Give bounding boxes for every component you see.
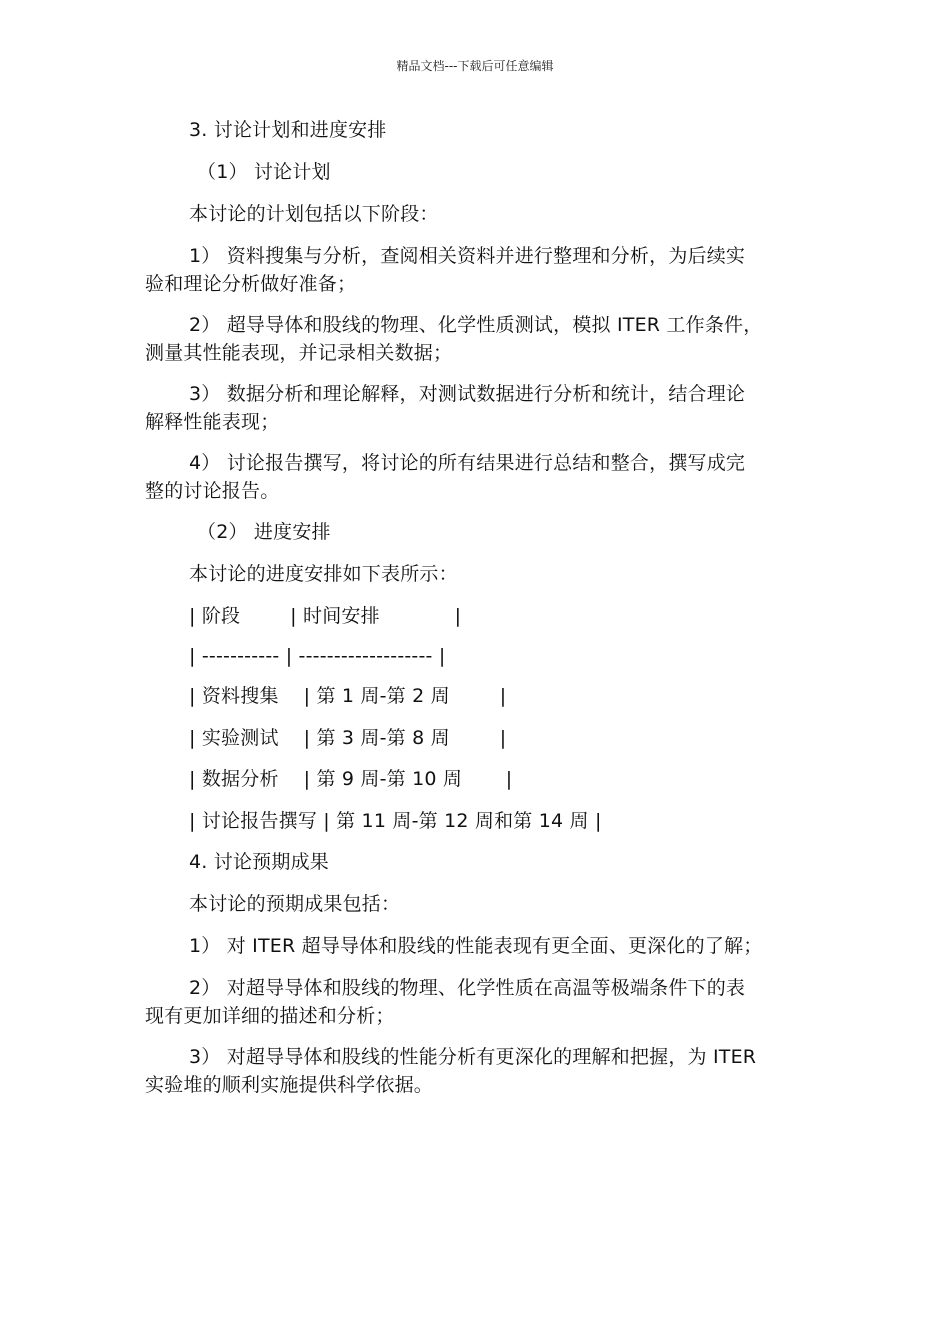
section-3-title: 3. 讨论计划和进度安排 — [189, 119, 387, 141]
section-4-title: 4. 讨论预期成果 — [189, 851, 329, 873]
table-line-row: | 讨论报告撰写 | 第 11 周-第 12 周和第 14 周 | — [189, 810, 602, 832]
table-line-row: | 资料搜集 | 第 1 周-第 2 周 | — [189, 685, 507, 707]
outcome-item-3-line-1: 3） 对超导导体和股线的性能分析有更深化的理解和把握，为 ITER — [189, 1046, 757, 1068]
plan-item-1-line-2: 验和理论分析做好准备； — [145, 273, 357, 295]
table-line-header: | 阶段 | 时间安排 | — [189, 605, 462, 627]
plan-intro: 本讨论的计划包括以下阶段： — [189, 203, 439, 225]
plan-heading: （1） 讨论计划 — [197, 161, 331, 183]
outcome-item-1: 1） 对 ITER 超导导体和股线的性能表现有更全面、更深化的了解； — [189, 935, 763, 957]
plan-item-3-line-1: 3） 数据分析和理论解释，对测试数据进行分析和统计，结合理论 — [189, 383, 746, 405]
outcomes-intro: 本讨论的预期成果包括： — [189, 893, 401, 915]
plan-item-2-line-1: 2） 超导导体和股线的物理、化学性质测试，模拟 ITER 工作条件， — [189, 314, 763, 336]
schedule-heading: （2） 进度安排 — [197, 521, 331, 543]
plan-item-4-line-2: 整的讨论报告。 — [145, 480, 280, 502]
outcome-item-2-line-2: 现有更加详细的描述和分析； — [145, 1005, 395, 1027]
plan-item-1-line-1: 1） 资料搜集与分析，查阅相关资料并进行整理和分析，为后续实 — [189, 245, 746, 267]
table-line-separator: | ----------- | ------------------- | — [189, 645, 446, 667]
table-line-row: | 数据分析 | 第 9 周-第 10 周 | — [189, 768, 513, 790]
schedule-intro: 本讨论的进度安排如下表所示： — [189, 563, 458, 585]
plan-item-3-line-2: 解释性能表现； — [145, 411, 280, 433]
page-header: 精品文档---下载后可任意编辑 — [396, 59, 554, 73]
outcome-item-3-line-2: 实验堆的顺利实施提供科学依据。 — [145, 1074, 434, 1096]
outcome-item-2-line-1: 2） 对超导导体和股线的物理、化学性质在高温等极端条件下的表 — [189, 977, 746, 999]
table-line-row: | 实验测试 | 第 3 周-第 8 周 | — [189, 727, 507, 749]
plan-item-2-line-2: 测量其性能表现，并记录相关数据； — [145, 342, 453, 364]
plan-item-4-line-1: 4） 讨论报告撰写，将讨论的所有结果进行总结和整合，撰写成完 — [189, 452, 746, 474]
